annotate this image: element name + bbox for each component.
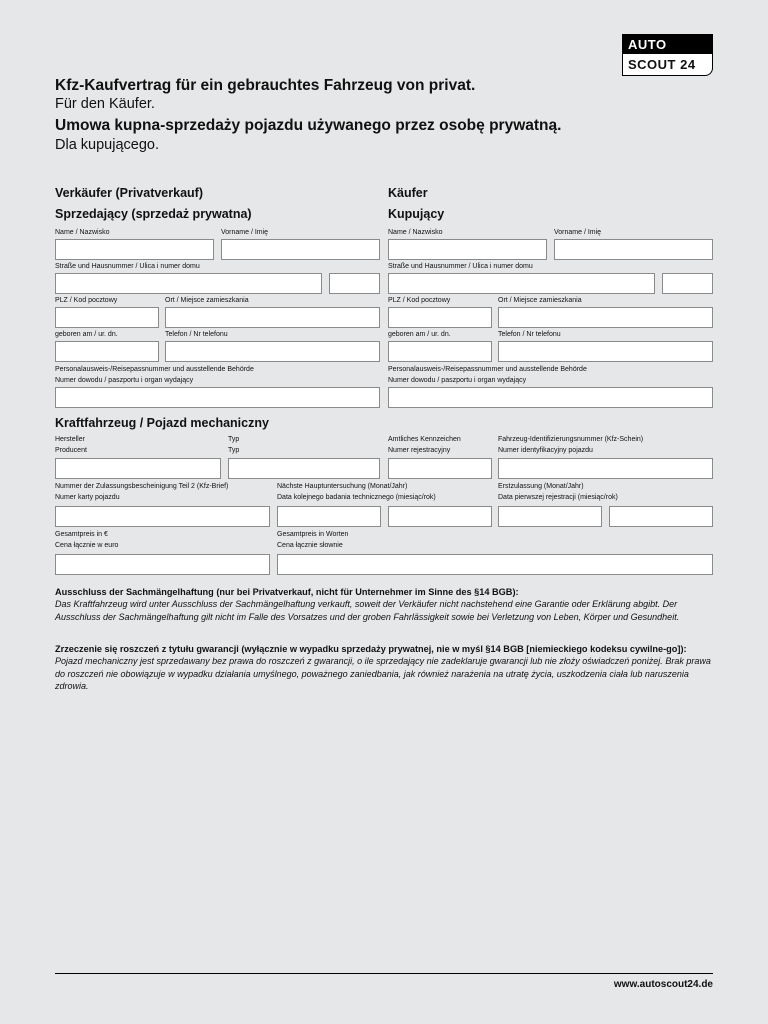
- disclaimer-pl-text: Pojazd mechaniczny jest sprzedawany bez prawa do roszczeń z gwarancji, o ile sprzedający nie zadeklaruje gwarancji lub nie złoży oświadczeń poniżej. Brak prawa do roszczeń nie obowiązuje w wypadku działania umyślnego, poważnego zaniedbania, jak również narażenia na utratę życia, uszkodzenia ciała lub naruszenia zdrowia.: [55, 656, 711, 691]
- seller-firstname-label: Vorname / Imię: [221, 229, 269, 236]
- footer-url[interactable]: www.autoscout24.de: [613, 979, 713, 990]
- price-input[interactable]: [55, 554, 270, 575]
- disclaimer-pl: [55, 643, 715, 693]
- vehicle-type-label-pl: Typ: [228, 447, 240, 454]
- seller-name-input[interactable]: [55, 239, 214, 260]
- vehicle-plate-input[interactable]: [388, 458, 492, 479]
- buyer-street-input[interactable]: [388, 273, 655, 294]
- seller-housenumber-input[interactable]: [329, 273, 380, 294]
- buyer-phone-input[interactable]: [498, 341, 713, 362]
- buyer-housenumber-input[interactable]: [662, 273, 713, 294]
- seller-city-input[interactable]: [165, 307, 380, 328]
- price-label-pl: Cena łącznie w euro: [55, 542, 119, 549]
- buyer-firstname-label: Vorname / Imię: [554, 229, 602, 236]
- seller-street-label: Straße und Hausnummer / Ulica i numer domu: [55, 263, 200, 270]
- price-words-label-de: Gesamtpreis in Worten: [277, 531, 349, 538]
- buyer-heading-pl: Kupujący: [388, 207, 445, 221]
- vehicle-firstreg-label-pl: Data pierwszej rejestracji (miesiąc/rok): [498, 494, 618, 501]
- buyer-birth-input[interactable]: [388, 341, 492, 362]
- vehicle-vin-label-de: Fahrzeug-Identifizierungsnummer (Kfz-Schein): [498, 436, 644, 443]
- vehicle-regcert-input[interactable]: [55, 506, 270, 527]
- seller-id-input[interactable]: [55, 387, 380, 408]
- price-label-de: Gesamtpreis in €: [55, 531, 108, 538]
- seller-phone-label: Telefon / Nr telefonu: [165, 331, 228, 338]
- logo-line2: SCOUT 24: [622, 54, 713, 76]
- title-pl: Umowa kupna-sprzedaży pojazdu używanego przez osobę prywatną.: [55, 117, 562, 134]
- vehicle-plate-label-pl: Numer rejestracyjny: [388, 447, 451, 454]
- vehicle-type-input[interactable]: [228, 458, 380, 479]
- buyer-id-label-pl: Numer dowodu / paszportu i organ wydający: [388, 377, 527, 384]
- seller-street-input[interactable]: [55, 273, 322, 294]
- vehicle-maker-label-de: Hersteller: [55, 436, 85, 443]
- footer-divider: [55, 973, 713, 974]
- buyer-birth-label: geboren am / ur. dn.: [388, 331, 451, 338]
- buyer-city-label: Ort / Miejsce zamieszkania: [498, 297, 582, 304]
- vehicle-plate-label-de: Amtliches Kennzeichen: [388, 436, 461, 443]
- vehicle-heading: Kraftfahrzeug / Pojazd mechaniczny: [55, 416, 269, 430]
- disclaimer-de-heading: Ausschluss der Sachmängelhaftung (nur bei Privatverkauf, nicht für Unternehmer im Sinne des §14 BGB):: [55, 587, 519, 597]
- disclaimer-de-text: Das Kraftfahrzeug wird unter Ausschluss der Sachmängelhaftung verkauft, soweit der Verkäufer nicht nachstehend eine Garantie oder Erklärung abgibt. Der Ausschluss der Sachmängelhaftung gilt nicht im Falle des Vorsatzes und der groben Fahrlässigkeit sowie bei Verletzung von Leben, Körper und Gesundheit.: [55, 599, 680, 622]
- buyer-name-label: Name / Nazwisko: [388, 229, 443, 236]
- seller-heading-pl: Sprzedający (sprzedaż prywatna): [55, 207, 252, 221]
- vehicle-firstreg-month-input[interactable]: [498, 506, 602, 527]
- seller-id-label-de: Personalausweis-/Reisepassnummer und ausstellende Behörde: [55, 366, 254, 373]
- price-words-label-pl: Cena łącznie słownie: [277, 542, 343, 549]
- buyer-phone-label: Telefon / Nr telefonu: [498, 331, 561, 338]
- vehicle-regcert-label-pl: Numer karty pojazdu: [55, 494, 120, 501]
- vehicle-inspection-month-input[interactable]: [277, 506, 381, 527]
- vehicle-inspection-label-pl: Data kolejnego badania technicznego (miesiąc/rok): [277, 494, 436, 501]
- seller-birth-input[interactable]: [55, 341, 159, 362]
- title-de: Kfz-Kaufvertrag für ein gebrauchtes Fahrzeug von privat.: [55, 77, 476, 94]
- vehicle-maker-input[interactable]: [55, 458, 221, 479]
- buyer-name-input[interactable]: [388, 239, 547, 260]
- vehicle-firstreg-year-input[interactable]: [609, 506, 713, 527]
- vehicle-vin-label-pl: Numer identyfikacyjny pojazdu: [498, 447, 593, 454]
- seller-firstname-input[interactable]: [221, 239, 380, 260]
- price-words-input[interactable]: [277, 554, 713, 575]
- subtitle-pl: Dla kupującego.: [55, 137, 159, 153]
- vehicle-vin-input[interactable]: [498, 458, 713, 479]
- disclaimer-pl-heading: Zrzeczenie się roszczeń z tytułu gwarancji (wyłącznie w wypadku sprzedaży prywatnej, nie w myśl §14 BGB [niemieckiego kodeksu cywilne-go]):: [55, 644, 687, 654]
- buyer-street-label: Straße und Hausnummer / Ulica i numer domu: [388, 263, 533, 270]
- seller-birth-label: geboren am / ur. dn.: [55, 331, 118, 338]
- seller-heading-de: Verkäufer (Privatverkauf): [55, 186, 203, 200]
- buyer-id-label-de: Personalausweis-/Reisepassnummer und ausstellende Behörde: [388, 366, 587, 373]
- seller-phone-input[interactable]: [165, 341, 380, 362]
- buyer-city-input[interactable]: [498, 307, 713, 328]
- subtitle-de: Für den Käufer.: [55, 96, 155, 112]
- buyer-zip-label: PLZ / Kod pocztowy: [388, 297, 451, 304]
- buyer-id-input[interactable]: [388, 387, 713, 408]
- vehicle-maker-label-pl: Producent: [55, 447, 87, 454]
- seller-zip-label: PLZ / Kod pocztowy: [55, 297, 118, 304]
- seller-id-label-pl: Numer dowodu / paszportu i organ wydający: [55, 377, 194, 384]
- vehicle-firstreg-label-de: Erstzulassung (Monat/Jahr): [498, 483, 584, 490]
- vehicle-inspection-year-input[interactable]: [388, 506, 492, 527]
- buyer-heading-de: Käufer: [388, 186, 428, 200]
- autoscout24-logo: [622, 34, 713, 76]
- buyer-zip-input[interactable]: [388, 307, 492, 328]
- vehicle-inspection-label-de: Nächste Hauptuntersuchung (Monat/Jahr): [277, 483, 408, 490]
- seller-city-label: Ort / Miejsce zamieszkania: [165, 297, 249, 304]
- buyer-firstname-input[interactable]: [554, 239, 713, 260]
- logo-line1: AUTO: [622, 34, 713, 54]
- seller-name-label: Name / Nazwisko: [55, 229, 110, 236]
- vehicle-type-label-de: Typ: [228, 436, 240, 443]
- disclaimer-de: [55, 586, 715, 623]
- vehicle-regcert-label-de: Nummer der Zulassungsbescheinigung Teil 2 (Kfz-Brief): [55, 483, 229, 490]
- seller-zip-input[interactable]: [55, 307, 159, 328]
